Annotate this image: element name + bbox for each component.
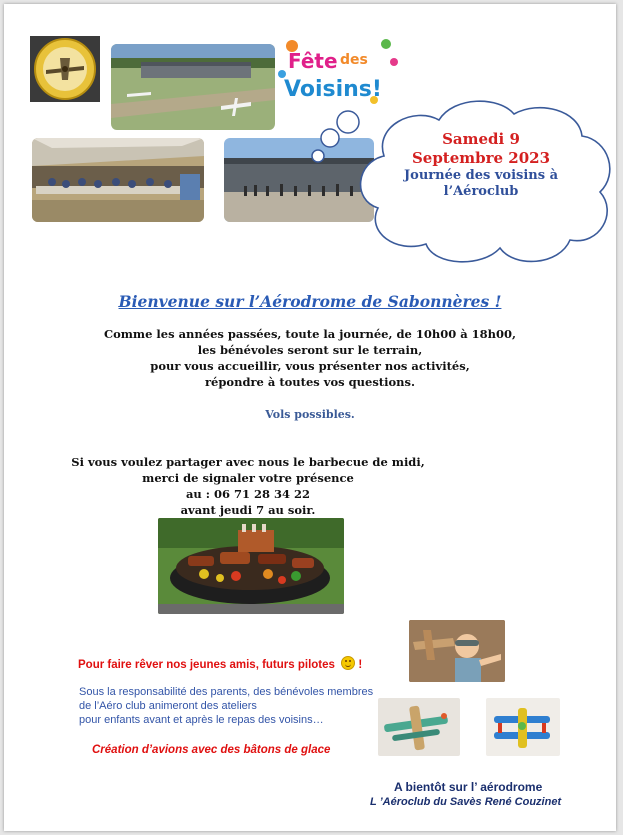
kids-title-end: ! (358, 659, 363, 671)
event-day: Samedi 9 (442, 130, 520, 148)
popsicle-plane-photo-1 (378, 698, 460, 756)
smiley-icon (341, 656, 355, 670)
aeroclub-logo (30, 36, 100, 102)
footer-signature: L ’Aéroclub du Savès René Couzinet (370, 796, 562, 808)
barbecue-photo (158, 518, 344, 614)
kids-title (78, 656, 362, 671)
cloud-text-block (396, 130, 566, 200)
des-word: des (340, 52, 368, 68)
intro-line: répondre à toutes vos questions. (205, 375, 415, 389)
bbq-paragraph (66, 454, 430, 518)
intro-line: les bénévoles seront sur le terrain, (197, 343, 423, 357)
craft-activity: Création d’avions avec des bâtons de glace (92, 744, 331, 756)
flyer-page (4, 4, 616, 831)
bbq-line: merci de signaler votre présence (142, 471, 354, 485)
event-month-year: Septembre 2023 (411, 149, 551, 167)
popsicle-plane-photo-2 (486, 698, 560, 756)
kids-line: de l’Aéro club animeront des ateliers (79, 700, 257, 712)
event-subtitle-2: l’Aéroclub (443, 184, 519, 199)
intro-paragraph (4, 326, 616, 390)
kids-title-text: Pour faire rêver nos jeunes amis, futurs pilotes (78, 659, 335, 671)
intro-line: Comme les années passées, toute la journée, de 10h00 à 18h00, (103, 327, 517, 341)
voisins-word: Voisins! (284, 77, 382, 102)
vols-possibles: Vols possibles. (265, 408, 355, 421)
intro-line: pour vous accueillir, vous présenter nos activités, (150, 359, 470, 373)
kids-line: Sous la responsabilité des parents, des bénévoles membres (79, 686, 374, 698)
footer-greeting: A bientôt sur l’ aérodrome (394, 780, 543, 794)
kid-pilot-photo (409, 620, 505, 682)
kids-line: pour enfants avant et après le repas des voisins… (79, 714, 324, 726)
airfield-photo (111, 44, 275, 130)
welcome-headline: Bienvenue sur l’Aérodrome de Sabonnères ! (118, 292, 502, 311)
fete-word: Fête (288, 49, 338, 73)
hangar-picnic-photo (32, 138, 204, 222)
bbq-line: Si vous voulez partager avec nous le barbecue de midi, (71, 455, 425, 469)
bbq-deadline: avant jeudi 7 au soir. (180, 503, 316, 517)
bbq-phone: au : 06 71 28 34 22 (185, 487, 311, 501)
event-subtitle-1: Journée des voisins à (404, 168, 558, 183)
kids-paragraph (79, 685, 373, 727)
